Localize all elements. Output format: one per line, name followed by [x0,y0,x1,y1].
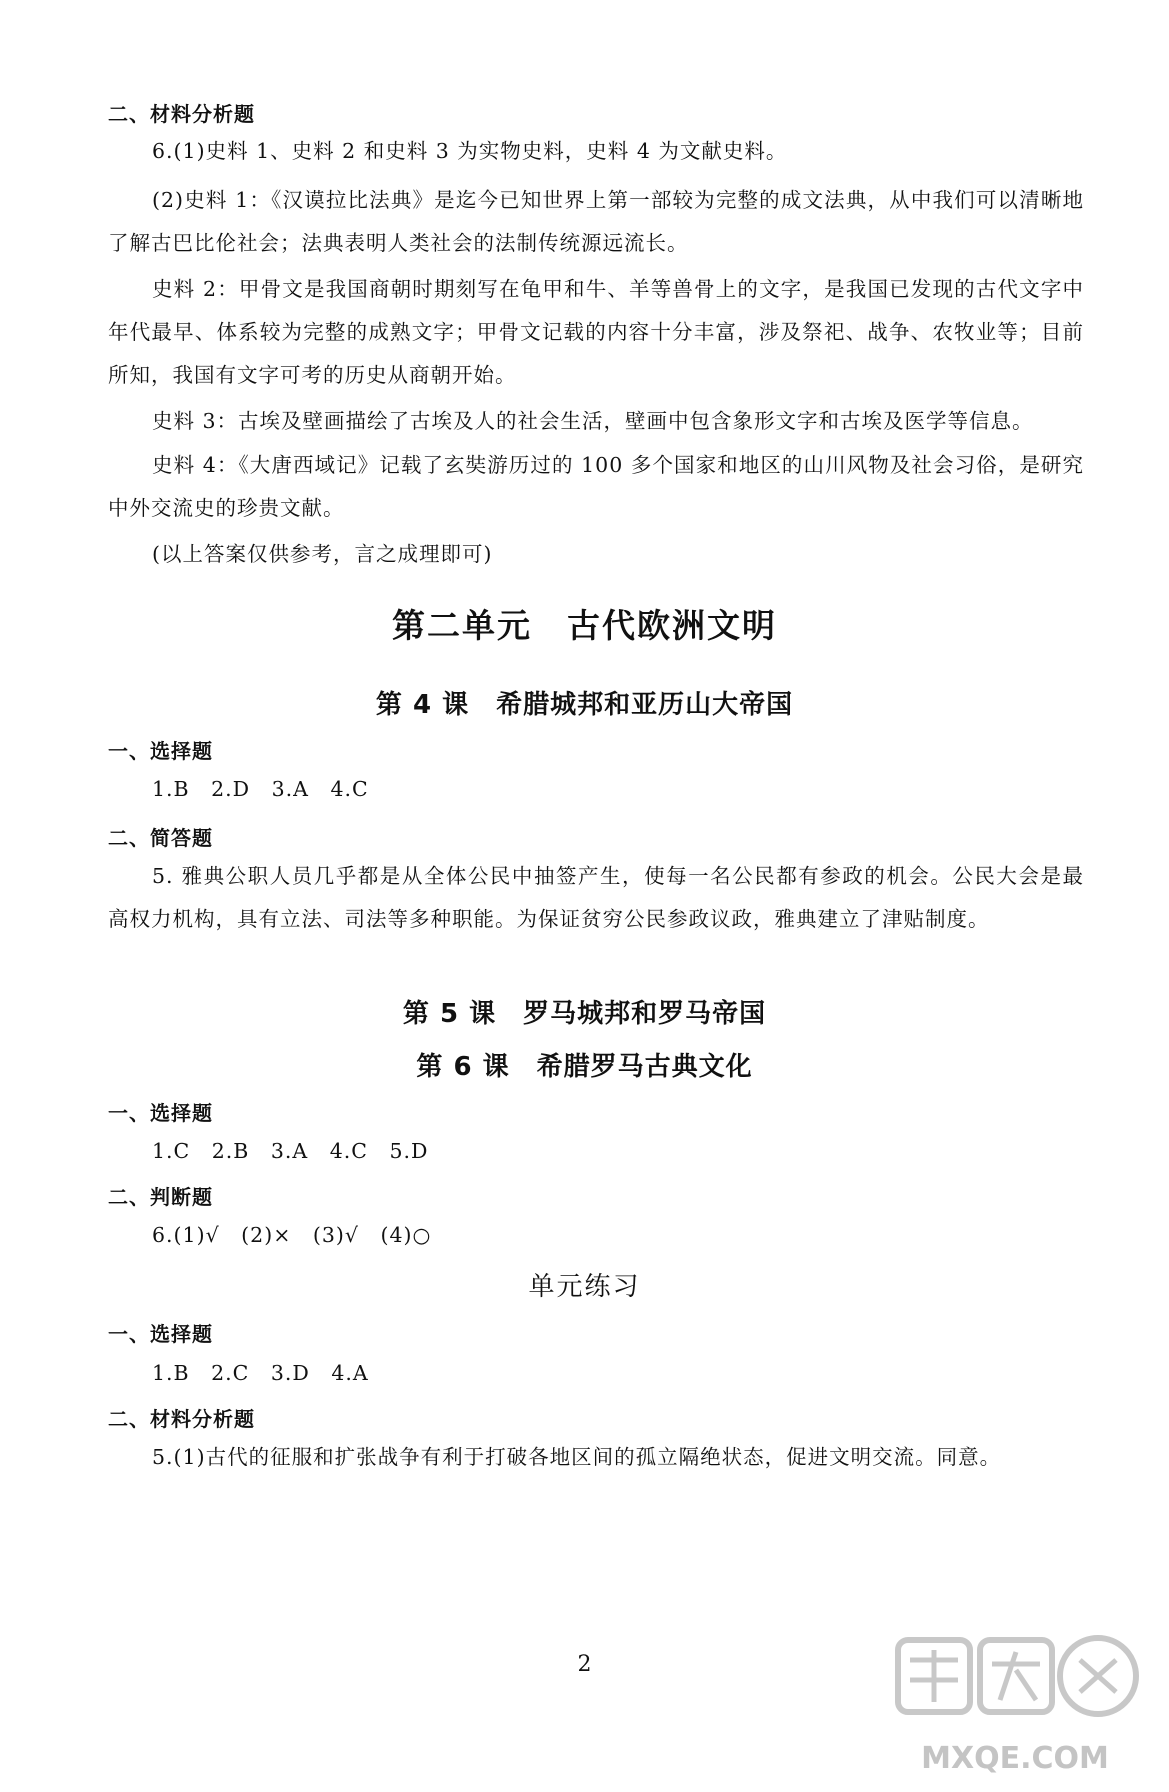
answer-line: 6.(1)√ (2)× (3)√ (4)○ [152,1223,432,1247]
answer-paragraph: 6.(1)史料 1、史料 2 和史料 3 为实物史料，史料 4 为文献史料。 [152,139,788,163]
answer-paragraph: (2)史料 1：《汉谟拉比法典》是迄今已知世界上第一部较为完整的成文法典，从中我们可以清晰地了解古巴比伦社会；法典表明人类社会的法制传统源远流长。 [108,188,1084,255]
answer-paragraph: 5.(1)古代的征服和扩张战争有利于打破各地区间的孤立隔绝状态，促进文明交流。同意。 [152,1445,1002,1469]
watermark-text: MXQE.COM [921,1741,1109,1776]
answer-line: 1.C 2.B 3.A 4.C 5.D [152,1139,429,1163]
unit-title: 第二单元 古代欧洲文明 [392,606,777,645]
answer-paragraph: 5. 雅典公职人员几乎都是从全体公民中抽签产生，使每一名公民都有参政的机会。公民大会是最高权力机构，具有立法、司法等多种职能。为保证贫穷公民参政议政，雅典建立了津贴制度。 [108,864,1084,931]
watermark-logo [880,1630,1150,1780]
section-heading: 一、选择题 [108,1101,213,1125]
lesson-title: 第 5 课 罗马城邦和罗马帝国 [402,999,767,1029]
lesson-title: 第 6 课 希腊罗马古典文化 [416,1052,753,1082]
answer-paragraph: 史料 3：古埃及壁画描绘了古埃及人的社会生活，壁画中包含象形文字和古埃及医学等信息。 [152,409,1034,433]
section-title: 单元练习 [528,1272,641,1302]
note-text: (以上答案仅供参考，言之成理即可) [152,542,493,566]
section-heading: 二、判断题 [108,1185,213,1209]
answer-paragraph: 史料 4：《大唐西域记》记载了玄奘游历过的 100 多个国家和地区的山川风物及社会习俗，是研究中外交流史的珍贵文献。 [108,453,1084,520]
lesson-title: 第 4 课 希腊城邦和亚历山大帝国 [375,690,794,720]
answer-line: 1.B 2.D 3.A 4.C [152,777,369,801]
section-heading: 一、选择题 [108,739,213,763]
section-heading: 二、材料分析题 [108,1407,255,1431]
page-number: 2 [577,1652,592,1677]
section-heading: 一、选择题 [108,1322,213,1346]
answer-paragraph: 史料 2：甲骨文是我国商朝时期刻写在龟甲和牛、羊等兽骨上的文字，是我国已发现的古代文字中年代最早、体系较为完整的成熟文字；甲骨文记载的内容十分丰富，涉及祭祀、战争、农牧业等；目前所知，我国有文字可考的历史从商朝开始。 [108,277,1084,387]
section-heading: 二、材料分析题 [108,102,255,126]
answer-line: 1.B 2.C 3.D 4.A [152,1361,369,1385]
section-heading: 二、简答题 [108,826,213,850]
